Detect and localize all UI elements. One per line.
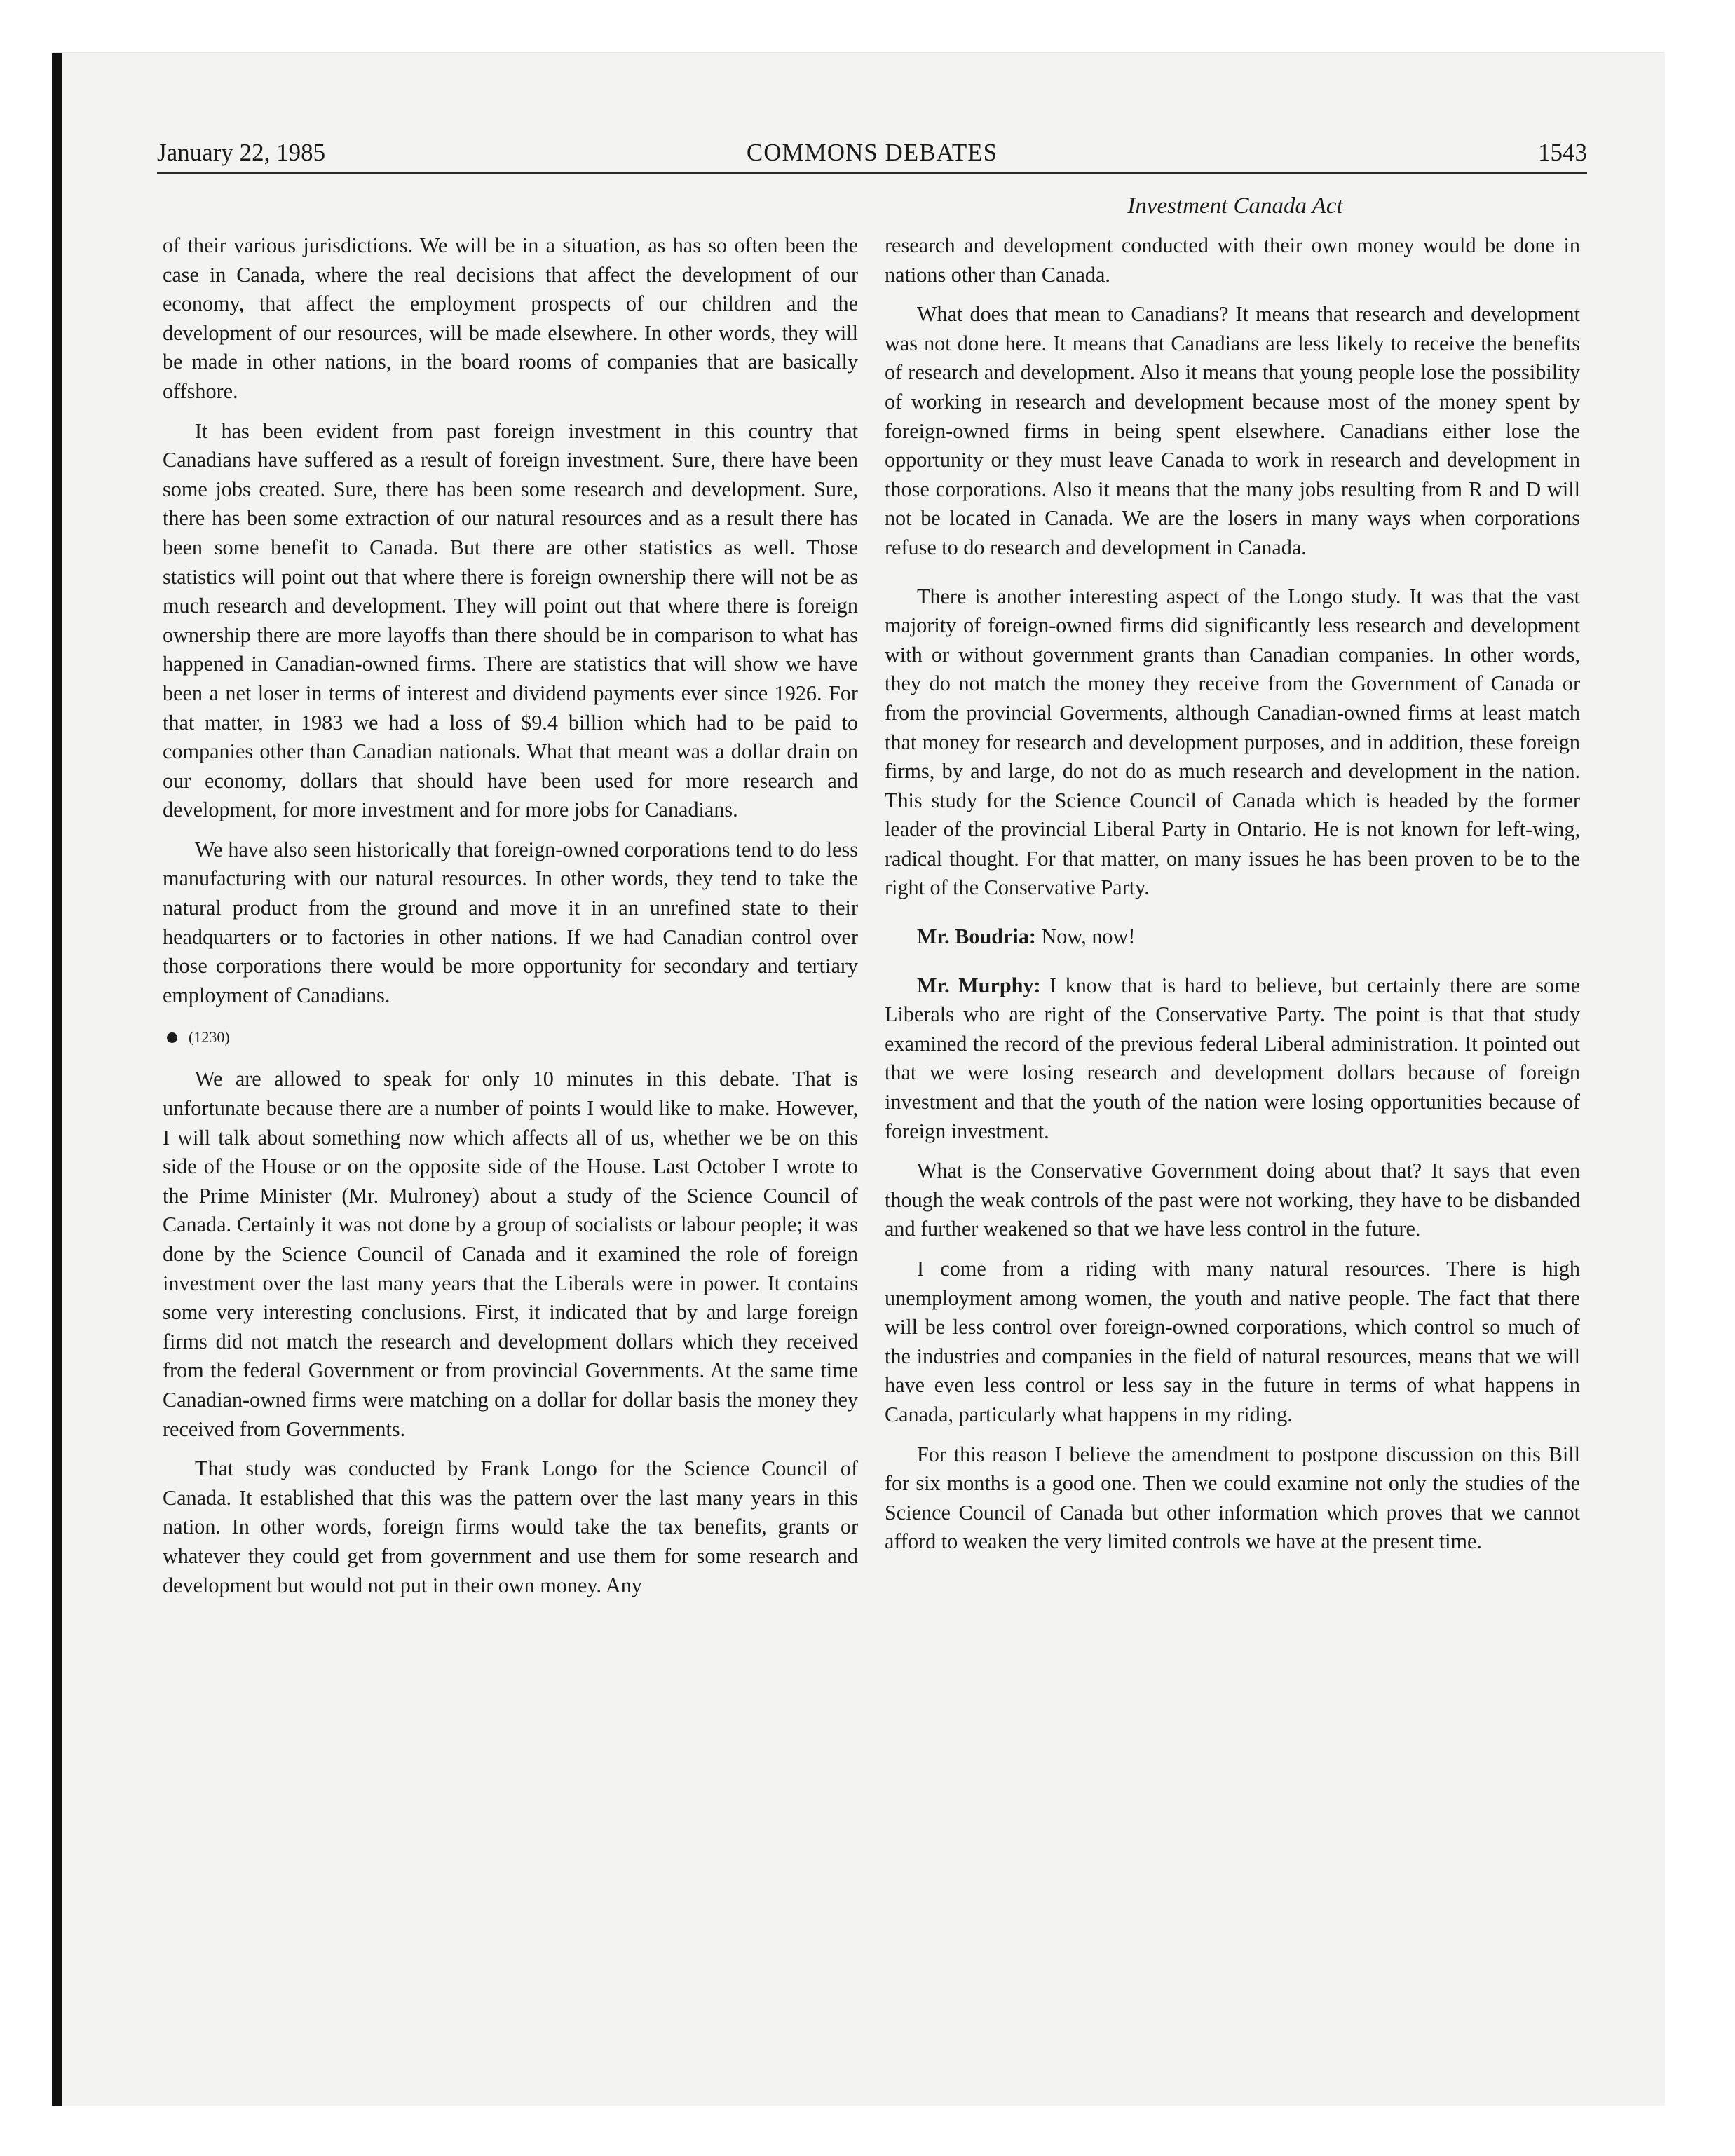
speaker-paragraph	[885, 922, 1580, 952]
header-date: January 22, 1985	[157, 139, 326, 166]
speaker-text: I know that is hard to believe, but certainly there are some Liberals who are right of the Conservative Party. The point is that that study examined the record of the previous federal Liberal administration. It pointed out that we were losing research and development dollars because of foreign investment and that the youth of the nation were losing opportunities because of foreign investment.	[885, 973, 1580, 1143]
running-title: Investment Canada Act	[1127, 193, 1343, 219]
paragraph: We are allowed to speak for only 10 minutes in this debate. That is unfortunate because there are a number of points I would like to make. However, I will talk about something now which affects all of us, whether we be on this side of the House or on the opposite side of the House. Last October I wrote to the Prime Minister (Mr. Mulroney) about a study of the Science Council of Canada. Certainly it was not done by a group of socialists or labour people; it was done by the Science Council of Canada and it examined the role of foreign investment over the last many years that the Liberals were in power. It contains some very interesting conclusions. First, it indicated that by and large foreign firms did not match the research and development dollars which they received from the federal Government or from provincial Governments. At the same time Canadian-owned firms were matching on a dollar for dollar basis the money they received from Governments.	[163, 1067, 858, 1441]
paragraph: research and development conducted with their own money would be done in nations other than Canada.	[885, 233, 1580, 287]
scan-shadow-edge	[52, 52, 62, 2106]
speaker-name: Mr. Murphy:	[917, 973, 1041, 997]
header-rule	[157, 172, 1587, 174]
right-column	[885, 231, 1580, 1567]
paragraph: We have also seen historically that foreign-owned corporations tend to do less manufacturing with our natural resources. In other words, they tend to take the natural product from the ground and move it in an unrefined state to their headquarters or to factories in other nations. If we had Canadian control over those corporations there would be more opportunity for secondary and tertiary employment of Canadians.	[163, 837, 858, 1007]
header-publication-title: COMMONS DEBATES	[746, 139, 998, 166]
paragraph: I come from a riding with many natural resources. There is high unemployment among women, the youth and native people. The fact that there will be less control over foreign-owned corporations, which control so much of the industries and companies in the field of natural resources, means that we will have even less control or less say in the future in terms of what happens in Canada, particularly what happens in my riding.	[885, 1257, 1580, 1426]
paragraph: of their various jurisdictions. We will be in a situation, as has so often been the case in Canada, where the real decisions that affect the development of our economy, that affect the employment prospects of our children and the development of our resources, will be made elsewhere. In other words, they will be made in other nations, in the board rooms of companies that are basically offshore.	[163, 233, 858, 403]
paragraph: What is the Conservative Government doing about that? It says that even though the weak controls of the past were not working, they have to be disbanded and further weakened so that we have less control in the future.	[885, 1159, 1580, 1241]
header-page-number: 1543	[1538, 139, 1587, 166]
time-marker-label: (1230)	[189, 1028, 230, 1046]
speaker-name: Mr. Boudria:	[917, 925, 1036, 949]
speaker-text: Now, now!	[1041, 925, 1136, 949]
left-column	[163, 231, 858, 1611]
speaker-paragraph	[885, 971, 1580, 1147]
time-marker	[167, 1027, 858, 1048]
paragraph: It has been evident from past foreign investment in this country that Canadians have suffered as a result of foreign investment. Sure, there have been some jobs created. Sure, there has been some research and development. Sure, there has been some extraction of our natural resources and as a result there has been some benefit to Canada. But there are other statistics as well. Those statistics will point out that where there is foreign ownership there will not be as much research and development. They will point out that where there is foreign ownership there are more layoffs than there should be in comparison to what has happened in Canadian-owned firms. There are statistics that will show we have been a net loser in terms of interest and dividend payments ever since 1926. For that matter, in 1983 we had a loss of $9.4 billion which had to be paid to companies other than Canadian nationals. What that meant was a dollar drain on our economy, dollars that should have been used for more research and development, for more investment and for more jobs for Canadians.	[163, 418, 858, 822]
paragraph: That study was conducted by Frank Longo for the Science Council of Canada. It established that this was the pattern over the last many years in this nation. In other words, foreign firms would take the tax benefits, grants or whatever they could get from government and use them for some research and development but would not put in their own money. Any	[163, 1456, 858, 1597]
paragraph: There is another interesting aspect of the Longo study. It was that the vast majority of foreign-owned firms did significantly less research and development with or without government grants than Canadian companies. In other words, they do not match the money they receive from the Government of Canada or from the provincial Goverments, although Canadian-owned firms at least match that money for research and development purposes, and in addition, these foreign firms, by and large, do not do as much research and development in the nation. This study for the Science Council of Canada which is headed by the former leader of the provincial Liberal Party in Ontario. He is not known for left-wing, radical thought. For that matter, on many issues he has been proven to be to the right of the Conservative Party.	[885, 584, 1580, 900]
bullet-icon	[167, 1032, 177, 1043]
paragraph: What does that mean to Canadians? It means that research and development was not done here. It means that Canadians are less likely to receive the benefits of research and development. Also it means that young people lose the possibility of working in research and development because most of the money spent by foreign-owned firms in being spent elsewhere. Canadians either lose the opportunity or they must leave Canada to work in research and development in those corporations. Also it means that the many jobs resulting from R and D will not be located in Canada. We are the losers in many ways when corporations refuse to do research and development in Canada.	[885, 302, 1580, 559]
paragraph: For this reason I believe the amendment to postpone discussion on this Bill for six months is a good one. Then we could examine not only the studies of the Science Council of Canada but other information which proves that we cannot afford to weaken the very limited controls we have at the present time.	[885, 1442, 1580, 1554]
